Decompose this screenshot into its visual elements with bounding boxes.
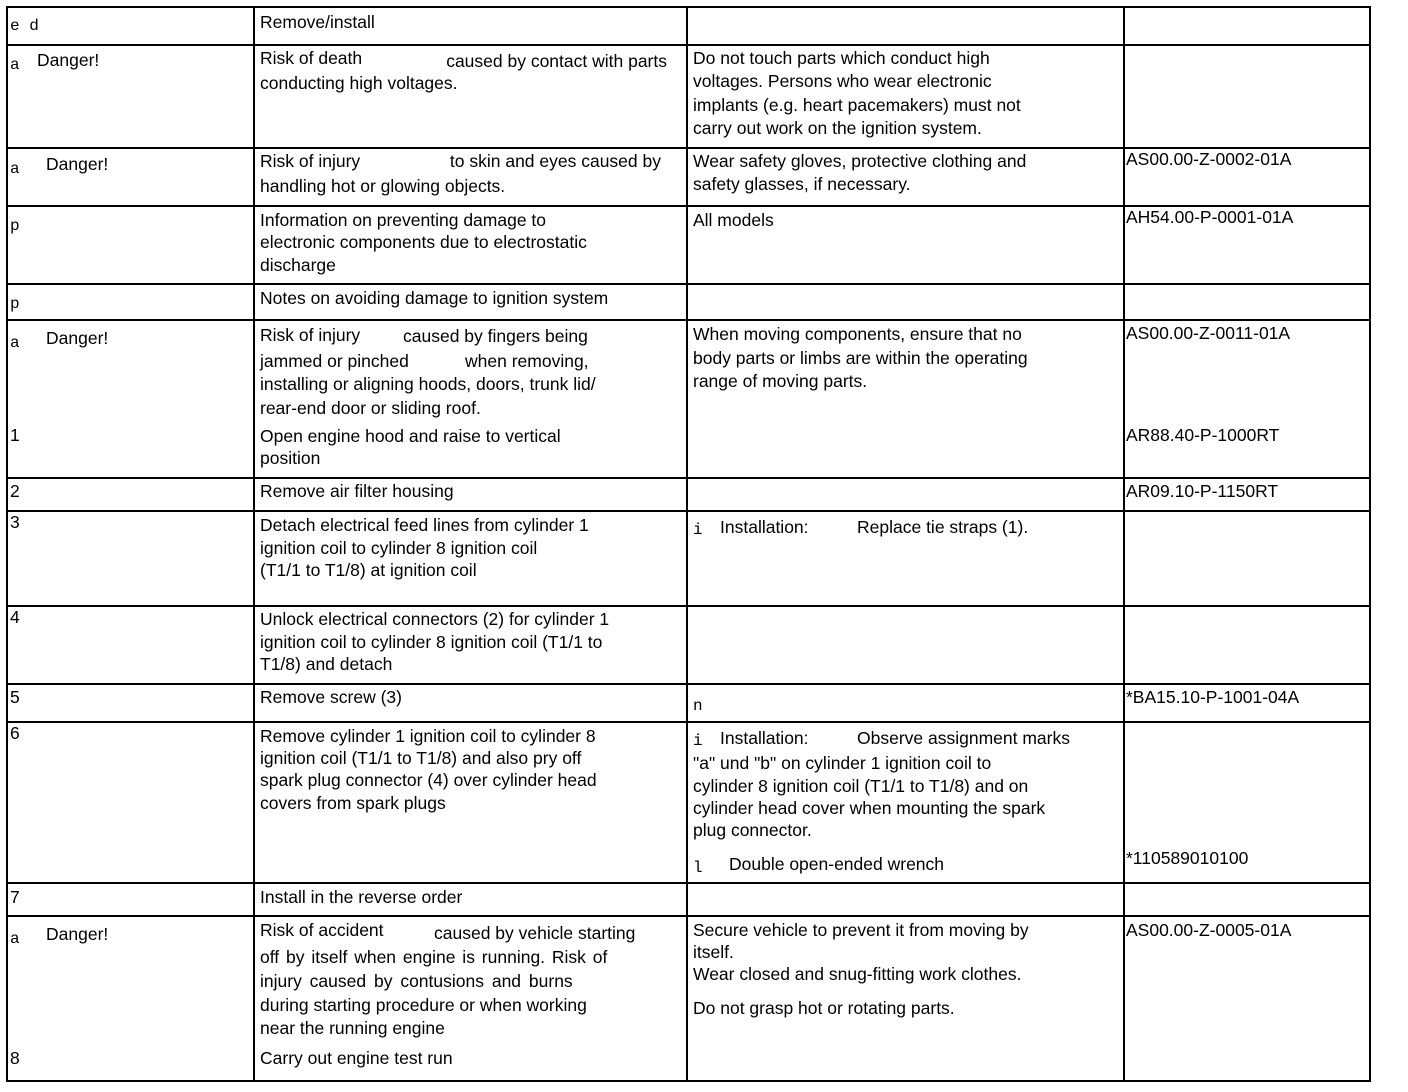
task-text: Notes on avoiding damage to ignition system bbox=[260, 288, 609, 308]
info-text: All models bbox=[693, 210, 774, 230]
info-text: itself. bbox=[693, 942, 734, 962]
row-divider bbox=[6, 44, 1371, 46]
info-text: Observe assignment marks bbox=[857, 728, 1070, 748]
risk-text: caused by contact with parts bbox=[446, 51, 667, 71]
reference-code[interactable]: AS00.00-Z-0011-01A bbox=[1126, 323, 1291, 343]
info-text: cylinder head cover when mounting the spark bbox=[693, 798, 1046, 818]
info-text: Wear closed and snug-fitting work clothes. bbox=[693, 964, 1022, 984]
reference-code[interactable]: AR88.40-P-1000RT bbox=[1126, 425, 1280, 445]
step-number: 8 bbox=[10, 1048, 20, 1068]
info-text: Do not grasp hot or rotating parts. bbox=[693, 998, 955, 1018]
step-number: 2 bbox=[10, 481, 20, 501]
step-number: 4 bbox=[10, 607, 20, 627]
danger-icon: a bbox=[10, 334, 20, 352]
column-divider bbox=[1123, 6, 1125, 1082]
risk-text: installing or aligning hoods, doors, trunk lid/ bbox=[260, 374, 596, 394]
danger-label: Danger! bbox=[37, 50, 100, 70]
risk-text: near the running engine bbox=[260, 1018, 445, 1038]
row-divider bbox=[6, 915, 1371, 917]
info-text: plug connector. bbox=[693, 820, 812, 840]
risk-text: off by itself when engine is running. Risk of bbox=[260, 947, 608, 967]
risk-text: Risk of accident bbox=[260, 920, 384, 940]
risk-text: caused by vehicle starting bbox=[434, 923, 636, 943]
info-text: "a" und "b" on cylinder 1 ignition coil to bbox=[693, 753, 992, 773]
task-text: (T1/1 to T1/8) at ignition coil bbox=[260, 560, 477, 580]
task-text: Install in the reverse order bbox=[260, 887, 463, 907]
task-text: Carry out engine test run bbox=[260, 1048, 453, 1068]
tool-text: Double open-ended wrench bbox=[729, 854, 945, 874]
row-divider bbox=[6, 882, 1371, 884]
task-text: Remove air filter housing bbox=[260, 481, 454, 501]
step-number: 1 bbox=[10, 425, 20, 445]
info-text: carry out work on the ignition system. bbox=[693, 118, 982, 138]
info-text: Secure vehicle to prevent it from moving by bbox=[693, 920, 1029, 940]
reference-code[interactable]: AS00.00-Z-0005-01A bbox=[1126, 920, 1292, 940]
column-divider bbox=[686, 6, 688, 1082]
task-text: covers from spark plugs bbox=[260, 793, 446, 813]
task-text: ignition coil (T1/1 to T1/8) and also pry off bbox=[260, 748, 582, 768]
torque-icon: n bbox=[693, 697, 703, 715]
info-text: Wear safety gloves, protective clothing and bbox=[693, 151, 1027, 171]
risk-text: Risk of injury bbox=[260, 325, 361, 345]
risk-text: conducting high voltages. bbox=[260, 73, 458, 93]
row-divider bbox=[6, 721, 1371, 723]
row-symbol: e d bbox=[10, 17, 39, 35]
table-border-right bbox=[1369, 6, 1371, 1082]
step-number: 3 bbox=[10, 512, 20, 532]
note-icon: p bbox=[10, 217, 20, 235]
task-text: electronic components due to electrostatic bbox=[260, 232, 587, 252]
risk-text: jammed or pinched bbox=[260, 351, 409, 371]
info-icon: i bbox=[693, 521, 703, 539]
task-text: Information on preventing damage to bbox=[260, 210, 547, 230]
info-text: range of moving parts. bbox=[693, 371, 868, 391]
table-border-top bbox=[6, 6, 1371, 8]
danger-icon: a bbox=[10, 160, 20, 178]
step-number: 7 bbox=[10, 887, 20, 907]
task-text: Detach electrical feed lines from cylinder 1 bbox=[260, 515, 589, 535]
info-text: cylinder 8 ignition coil (T1/1 to T1/8) and on bbox=[693, 776, 1029, 796]
task-text: spark plug connector (4) over cylinder head bbox=[260, 770, 597, 790]
risk-text: handling hot or glowing objects. bbox=[260, 176, 506, 196]
info-text: Do not touch parts which conduct high bbox=[693, 48, 990, 68]
task-text: Remove screw (3) bbox=[260, 687, 402, 707]
step-number: 5 bbox=[10, 687, 20, 707]
risk-text: when removing, bbox=[465, 351, 589, 371]
task-text: Open engine hood and raise to vertical bbox=[260, 426, 561, 446]
task-text: Remove cylinder 1 ignition coil to cylinder 8 bbox=[260, 726, 596, 746]
note-icon: p bbox=[10, 295, 20, 313]
task-text: ignition coil to cylinder 8 ignition coil bbox=[260, 538, 538, 558]
step-number: 6 bbox=[10, 723, 20, 743]
row-divider bbox=[6, 683, 1371, 685]
info-icon: i bbox=[693, 732, 703, 750]
info-text: When moving components, ensure that no bbox=[693, 324, 1022, 344]
risk-text: Risk of injury bbox=[260, 151, 361, 171]
risk-text: Risk of death bbox=[260, 48, 363, 68]
tool-icon: l bbox=[693, 859, 703, 877]
row-divider bbox=[6, 283, 1371, 285]
danger-label: Danger! bbox=[46, 328, 109, 348]
info-text: body parts or limbs are within the operating bbox=[693, 348, 1028, 368]
risk-text: to skin and eyes caused by bbox=[449, 151, 661, 171]
task-text: position bbox=[260, 448, 321, 468]
task-text: ignition coil to cylinder 8 ignition coil (T1/1 to bbox=[260, 632, 603, 652]
reference-code[interactable]: AR09.10-P-1150RT bbox=[1126, 481, 1279, 501]
danger-icon: a bbox=[10, 930, 20, 948]
info-text: implants (e.g. heart pacemakers) must not bbox=[693, 95, 1021, 115]
installation-label: Installation: bbox=[720, 517, 809, 537]
danger-label: Danger! bbox=[46, 154, 109, 174]
row-divider bbox=[6, 510, 1371, 512]
reference-code[interactable]: *BA15.10-P-1001-04A bbox=[1126, 687, 1300, 707]
row-divider bbox=[6, 319, 1371, 321]
row-divider bbox=[6, 477, 1371, 479]
task-text: T1/8) and detach bbox=[260, 654, 393, 674]
risk-text: during starting procedure or when working bbox=[260, 995, 587, 1015]
danger-icon: a bbox=[10, 56, 20, 74]
info-text: voltages. Persons who wear electronic bbox=[693, 71, 992, 91]
reference-code[interactable]: *110589010100 bbox=[1126, 848, 1249, 868]
column-divider bbox=[253, 6, 255, 1082]
task-text: Remove/install bbox=[260, 12, 375, 32]
danger-label: Danger! bbox=[46, 924, 109, 944]
info-text: safety glasses, if necessary. bbox=[693, 174, 911, 194]
risk-text: injury caused by contusions and burns bbox=[260, 971, 573, 991]
row-divider bbox=[6, 605, 1371, 607]
table-border-bottom bbox=[6, 1080, 1371, 1082]
task-text: Unlock electrical connectors (2) for cylinder 1 bbox=[260, 609, 610, 629]
info-text: Replace tie straps (1). bbox=[857, 517, 1029, 537]
risk-text: rear-end door or sliding roof. bbox=[260, 398, 481, 418]
reference-code[interactable]: AS00.00-Z-0002-01A bbox=[1126, 149, 1292, 169]
table-border-left bbox=[6, 6, 8, 1082]
reference-code[interactable]: AH54.00-P-0001-01A bbox=[1126, 207, 1294, 227]
risk-text: caused by fingers being bbox=[403, 326, 588, 346]
installation-label: Installation: bbox=[720, 728, 809, 748]
task-text: discharge bbox=[260, 255, 336, 275]
